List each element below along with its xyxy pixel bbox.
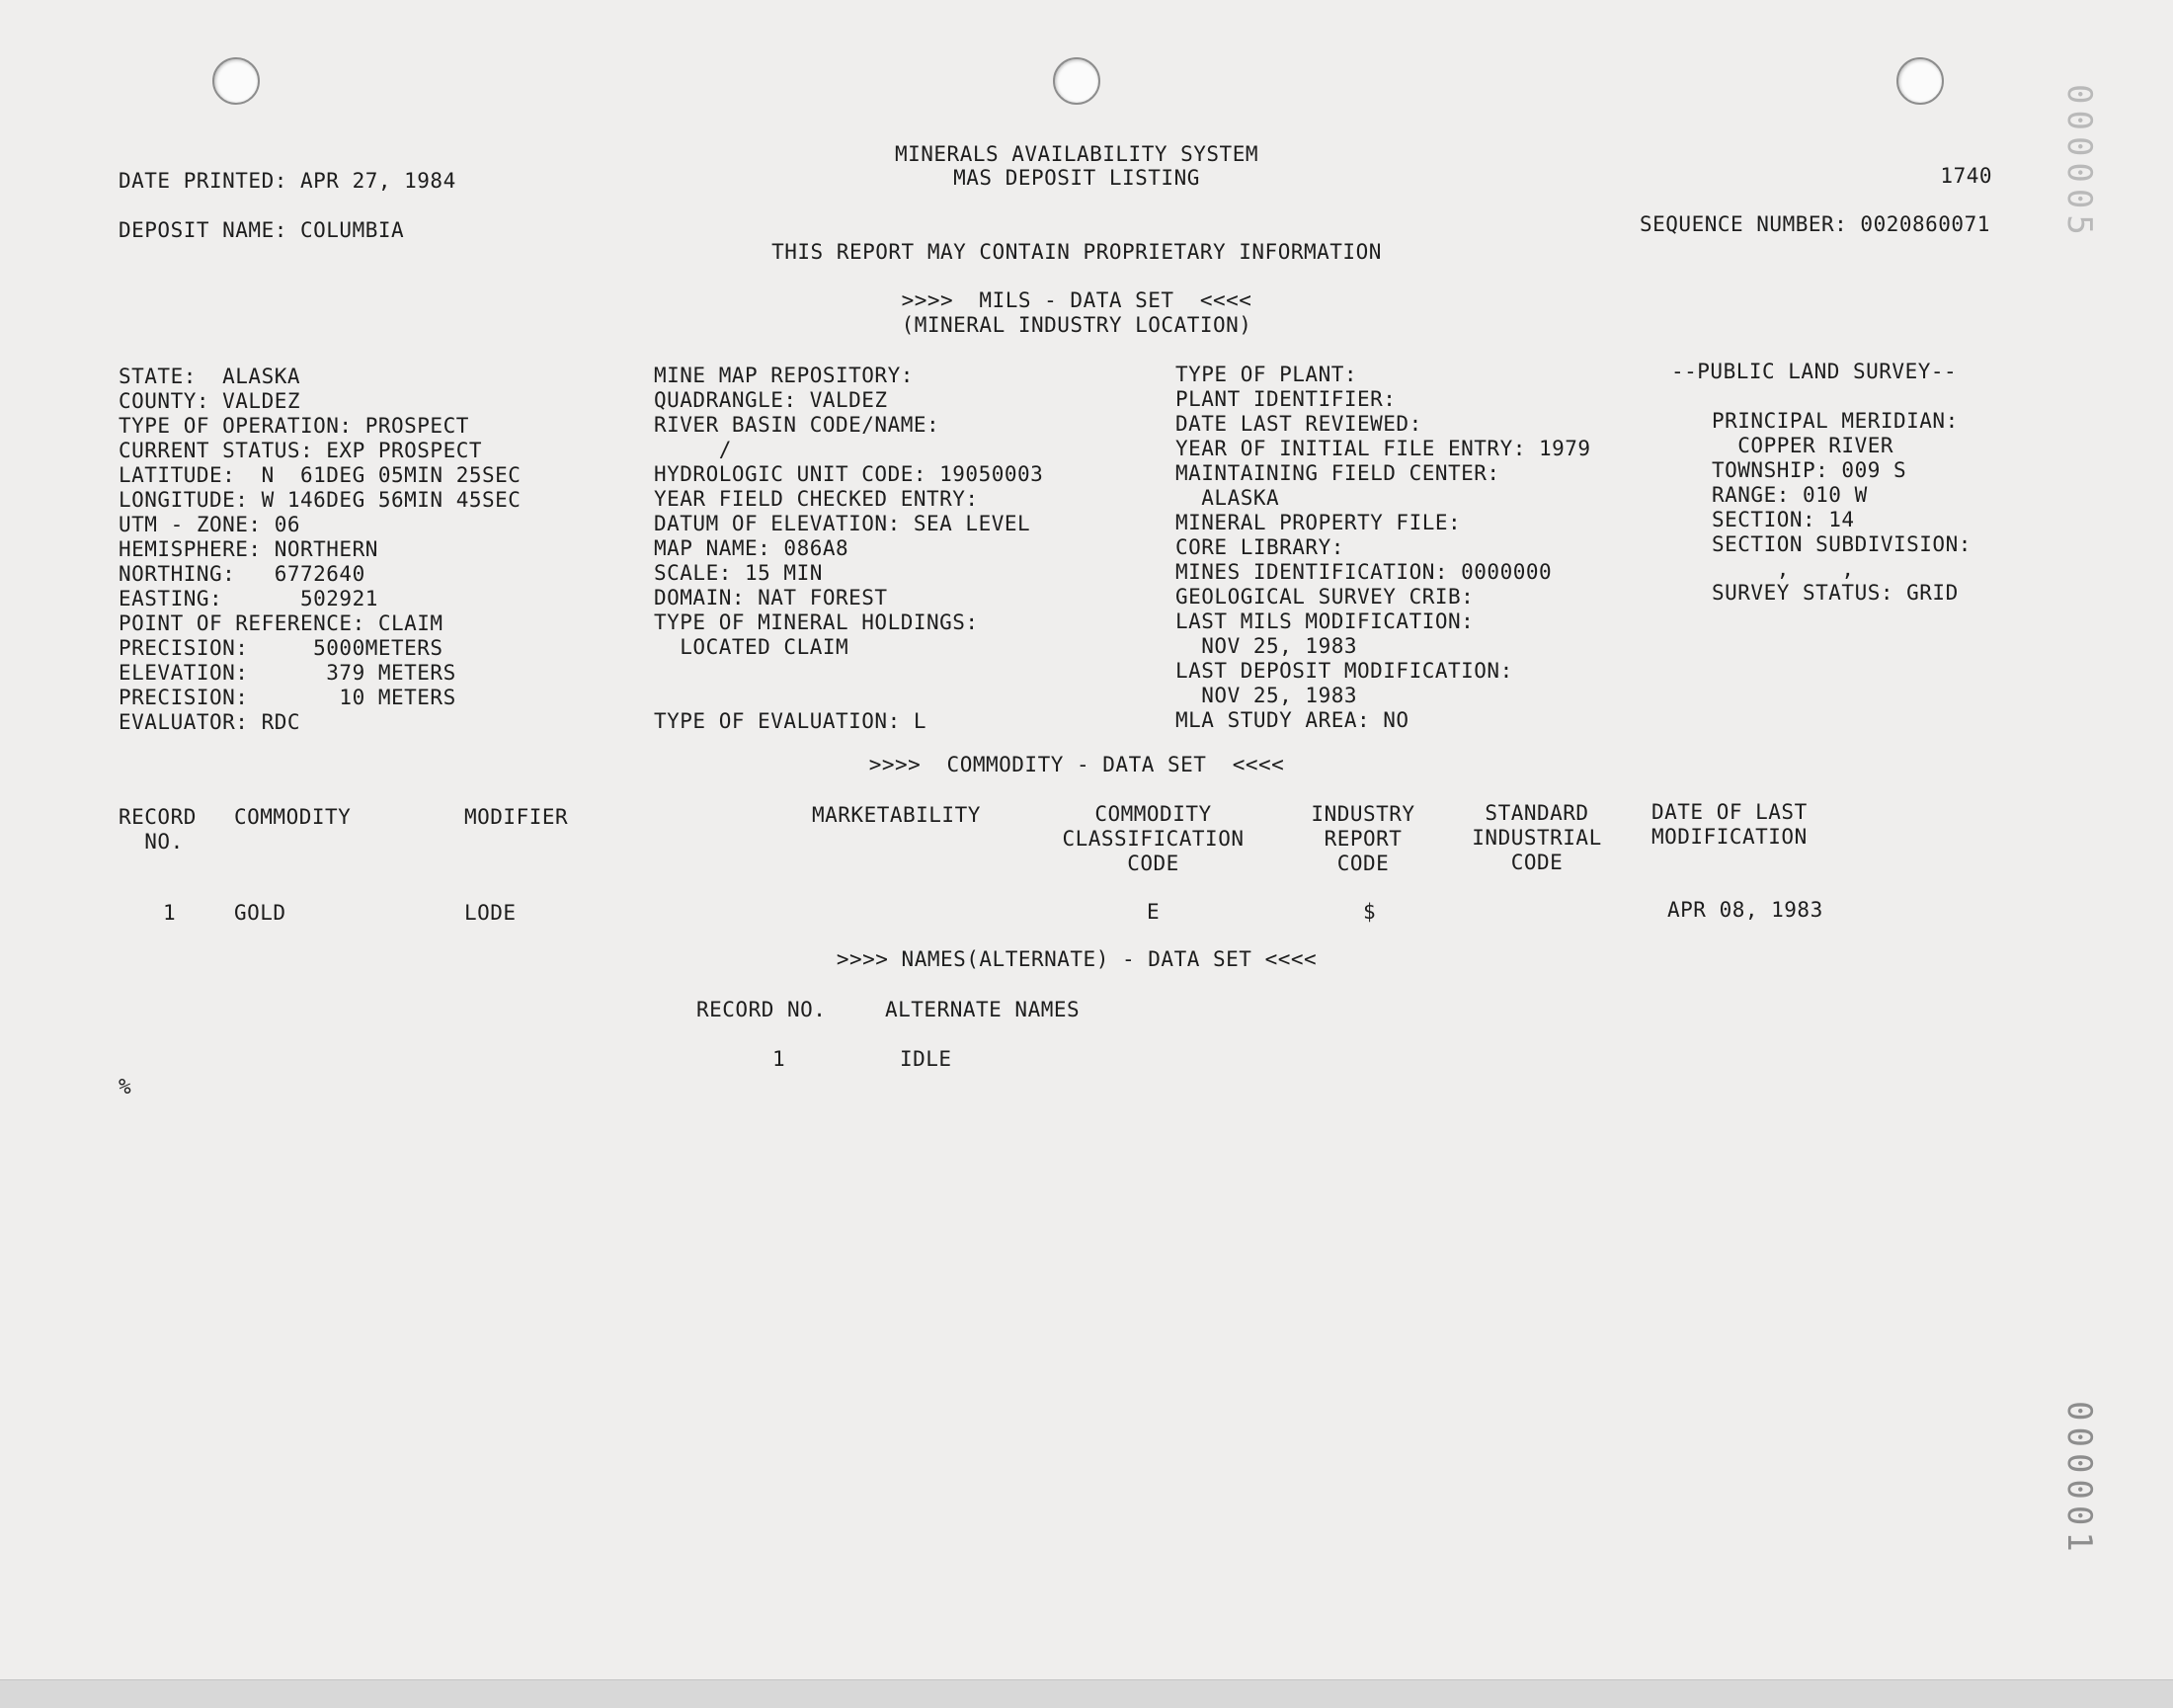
proprietary-notice: THIS REPORT MAY CONTAIN PROPRIETARY INFORMATION [771, 240, 1382, 264]
col-header-standard-industrial: STANDARD INDUSTRIAL CODE [1472, 801, 1602, 874]
mils-field: STATE: ALASKA [119, 365, 301, 388]
punch-hole-right [1896, 57, 1944, 105]
mils-field: TYPE OF PLANT: [1175, 363, 1358, 386]
mils-field: DATE LAST REVIEWED: [1175, 412, 1422, 436]
mils-field: LONGITUDE: W 146DEG 56MIN 45SEC [119, 488, 522, 512]
mils-field: EVALUATOR: RDC [119, 710, 301, 734]
mils-field: MINE MAP REPOSITORY: [654, 364, 914, 387]
mils-field: MAINTAINING FIELD CENTER: [1175, 461, 1500, 485]
mils-field: MINERAL PROPERTY FILE: [1175, 511, 1462, 534]
col-header-date-modification: DATE OF LAST MODIFICATION [1651, 800, 1808, 849]
survey-title: --PUBLIC LAND SURVEY-- [1671, 360, 1958, 383]
alt-header-names: ALTERNATE NAMES [885, 998, 1081, 1021]
mils-field: UTM - ZONE: 06 [119, 513, 301, 536]
survey-field: SURVEY STATUS: GRID [1712, 581, 1959, 605]
cell-modifier: LODE [464, 901, 517, 925]
mils-section-subtitle: (MINERAL INDUSTRY LOCATION) [901, 313, 1252, 337]
cell-classification: E [1147, 900, 1161, 924]
mils-field: NORTHING: 6772640 [119, 562, 365, 586]
mils-field: CURRENT STATUS: EXP PROSPECT [119, 439, 483, 462]
mils-field: / [654, 438, 732, 461]
survey-field: SECTION SUBDIVISION: [1712, 532, 1972, 556]
mils-field: PLANT IDENTIFIER: [1175, 387, 1397, 411]
cell-record: 1 [163, 901, 177, 925]
mils-field: HEMISPHERE: NORTHERN [119, 537, 378, 561]
mils-field: MAP NAME: 086A8 [654, 536, 849, 560]
commodity-section-title: >>>> COMMODITY - DATA SET <<<< [868, 753, 1285, 776]
mils-field: POINT OF REFERENCE: CLAIM [119, 611, 443, 635]
survey-field: , , [1712, 557, 1855, 581]
alt-cell-record: 1 [772, 1047, 786, 1071]
mils-field: TYPE OF OPERATION: PROSPECT [119, 414, 469, 438]
mils-field: YEAR OF INITIAL FILE ENTRY: 1979 [1175, 437, 1591, 460]
alt-cell-name: IDLE [900, 1047, 952, 1071]
sequence-number: SEQUENCE NUMBER: 0020860071 [1640, 212, 1990, 236]
mils-field: DATUM OF ELEVATION: SEA LEVEL [654, 512, 1031, 535]
mils-field: NOV 25, 1983 [1175, 684, 1358, 707]
system-title: MINERALS AVAILABILITY SYSTEM [894, 142, 1258, 166]
punch-hole-left [212, 57, 260, 105]
col-header-classification: COMMODITY CLASSIFICATION CODE [1062, 802, 1245, 875]
mils-field: CORE LIBRARY: [1175, 535, 1344, 559]
mils-field: SCALE: 15 MIN [654, 561, 823, 585]
survey-field: PRINCIPAL MERIDIAN: [1712, 409, 1959, 433]
mils-field: GEOLOGICAL SURVEY CRIB: [1175, 585, 1475, 609]
scanner-edge [0, 1679, 2173, 1708]
mils-field: EASTING: 502921 [119, 587, 378, 610]
mils-field: DOMAIN: NAT FOREST [654, 586, 888, 610]
survey-field: COPPER RIVER [1712, 434, 1894, 457]
mils-field: TYPE OF EVALUATION: L [654, 709, 927, 733]
cell-date-modification: APR 08, 1983 [1667, 898, 1823, 922]
cell-industry-report: $ [1363, 900, 1377, 924]
mils-field: ELEVATION: 379 METERS [119, 661, 456, 685]
col-header-record: RECORD NO. [119, 805, 197, 854]
mils-field: HYDROLOGIC UNIT CODE: 19050003 [654, 462, 1044, 486]
col-header-commodity: COMMODITY [234, 805, 352, 829]
punch-hole-center [1053, 57, 1100, 105]
stamp-number-top: 000005 [2059, 84, 2099, 241]
mils-field: LATITUDE: N 61DEG 05MIN 25SEC [119, 463, 522, 487]
listing-title: MAS DEPOSIT LISTING [953, 166, 1200, 190]
cell-commodity: GOLD [234, 901, 286, 925]
page-number: 1740 [1940, 164, 1992, 188]
col-header-marketability: MARKETABILITY [812, 803, 981, 827]
alternate-names-section-title: >>>> NAMES(ALTERNATE) - DATA SET <<<< [836, 947, 1318, 971]
mils-field: MLA STUDY AREA: NO [1175, 708, 1409, 732]
survey-field: SECTION: 14 [1712, 508, 1855, 531]
mils-field: MINES IDENTIFICATION: 0000000 [1175, 560, 1553, 584]
mils-field: YEAR FIELD CHECKED ENTRY: [654, 487, 979, 511]
footer-percent-mark: % [119, 1075, 132, 1098]
mils-field: LAST DEPOSIT MODIFICATION: [1175, 659, 1513, 683]
deposit-name: DEPOSIT NAME: COLUMBIA [119, 218, 405, 242]
mils-field: COUNTY: VALDEZ [119, 389, 301, 413]
mils-field: PRECISION: 10 METERS [119, 686, 456, 709]
survey-field: TOWNSHIP: 009 S [1712, 458, 1907, 482]
stamp-number-bottom: 000001 [2059, 1401, 2099, 1558]
col-header-modifier: MODIFIER [464, 805, 569, 829]
date-printed: DATE PRINTED: APR 27, 1984 [119, 169, 456, 193]
mils-field: LOCATED CLAIM [654, 635, 849, 659]
mils-field: QUADRANGLE: VALDEZ [654, 388, 888, 412]
mils-field: PRECISION: 5000METERS [119, 636, 443, 660]
survey-field: RANGE: 010 W [1712, 483, 1868, 507]
mils-field: ALASKA [1175, 486, 1280, 510]
mils-field: LAST MILS MODIFICATION: [1175, 610, 1475, 633]
col-header-industry-report: INDUSTRY REPORT CODE [1311, 802, 1415, 875]
alt-header-record: RECORD NO. [696, 998, 827, 1021]
mils-field: RIVER BASIN CODE/NAME: [654, 413, 940, 437]
mils-field: NOV 25, 1983 [1175, 634, 1358, 658]
mils-field: TYPE OF MINERAL HOLDINGS: [654, 610, 979, 634]
mils-section-title: >>>> MILS - DATA SET <<<< [901, 288, 1252, 312]
